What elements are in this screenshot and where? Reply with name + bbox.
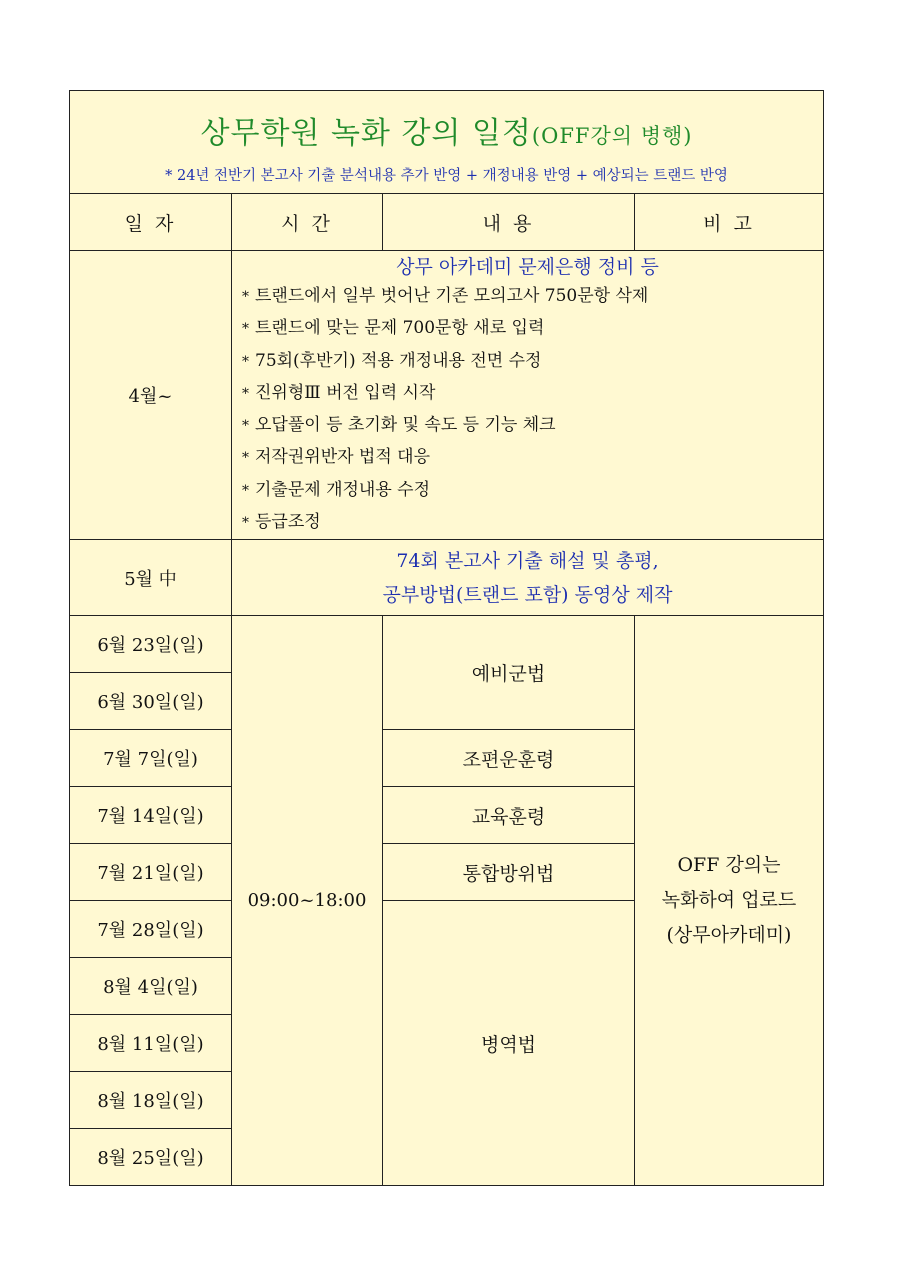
schedule-date: 7월 21일(일) <box>70 844 232 901</box>
table-row <box>70 616 824 673</box>
title-sub: (OFF강의 병행) <box>531 123 693 148</box>
may-content <box>232 540 824 616</box>
page-title <box>70 108 823 152</box>
may-row <box>70 540 824 616</box>
list-item: * 트랜드에서 일부 벗어난 기존 모의고사 750문항 삭제 <box>242 286 649 306</box>
april-heading: 상무 아카데미 문제은행 정비 등 <box>396 256 659 278</box>
schedule-date: 7월 7일(일) <box>70 730 232 787</box>
schedule-date: 6월 23일(일) <box>70 616 232 673</box>
schedule-date: 7월 14일(일) <box>70 787 232 844</box>
schedule-content: 교육훈령 <box>383 787 635 844</box>
schedule-date: 8월 18일(일) <box>70 1072 232 1129</box>
header-row <box>70 194 824 251</box>
header-date: 일 자 <box>70 194 232 251</box>
schedule-date: 6월 30일(일) <box>70 673 232 730</box>
header-time: 시 간 <box>232 194 383 251</box>
page-subtitle: * 24년 전반기 본고사 기출 분석내용 추가 반영 + 개정내용 반영 + 예상되는 트랜드 반영 <box>165 167 728 184</box>
header-note: 비 고 <box>635 194 824 251</box>
lecture-schedule-table <box>69 90 824 1186</box>
may-line-2: 공부방법(트랜드 포함) 동영상 제작 <box>382 583 673 606</box>
april-content <box>232 251 824 540</box>
april-date: 4월~ <box>70 251 232 540</box>
header-content: 내 용 <box>383 194 635 251</box>
list-item: * 트랜드에 맞는 문제 700문항 새로 입력 <box>242 318 545 339</box>
may-date: 5월 中 <box>70 540 232 616</box>
list-item: * 기출문제 개정내용 수정 <box>242 479 431 500</box>
april-bullet-list <box>232 281 823 539</box>
schedule-date: 8월 25일(일) <box>70 1129 232 1186</box>
schedule-content: 조편운훈령 <box>383 730 635 787</box>
list-item: * 75회(후반기) 적용 개정내용 전면 수정 <box>242 350 542 371</box>
list-item: * 진위형Ⅲ 버전 입력 시작 <box>242 382 436 403</box>
title-cell <box>70 91 824 194</box>
schedule-date: 8월 4일(일) <box>70 958 232 1015</box>
schedule-date: 7월 28일(일) <box>70 901 232 958</box>
schedule-time: 09:00~18:00 <box>232 616 383 1186</box>
schedule-note: OFF 강의는 녹화하여 업로드 (상무아카데미) <box>635 616 824 1186</box>
list-item: * 오답풀이 등 초기화 및 속도 등 기능 체크 <box>242 415 556 436</box>
may-line-1: 74회 본고사 기출 해설 및 총평, <box>396 549 659 572</box>
list-item: * 등급조정 <box>242 512 321 533</box>
list-item: * 저작권위반자 법적 대응 <box>242 447 431 468</box>
schedule-content: 통합방위법 <box>383 844 635 901</box>
title-main: 상무학원 녹화 강의 일정 <box>200 115 532 151</box>
schedule-content: 병역법 <box>383 901 635 1186</box>
april-row <box>70 251 824 540</box>
schedule-date: 8월 11일(일) <box>70 1015 232 1072</box>
schedule-content: 예비군법 <box>383 616 635 730</box>
